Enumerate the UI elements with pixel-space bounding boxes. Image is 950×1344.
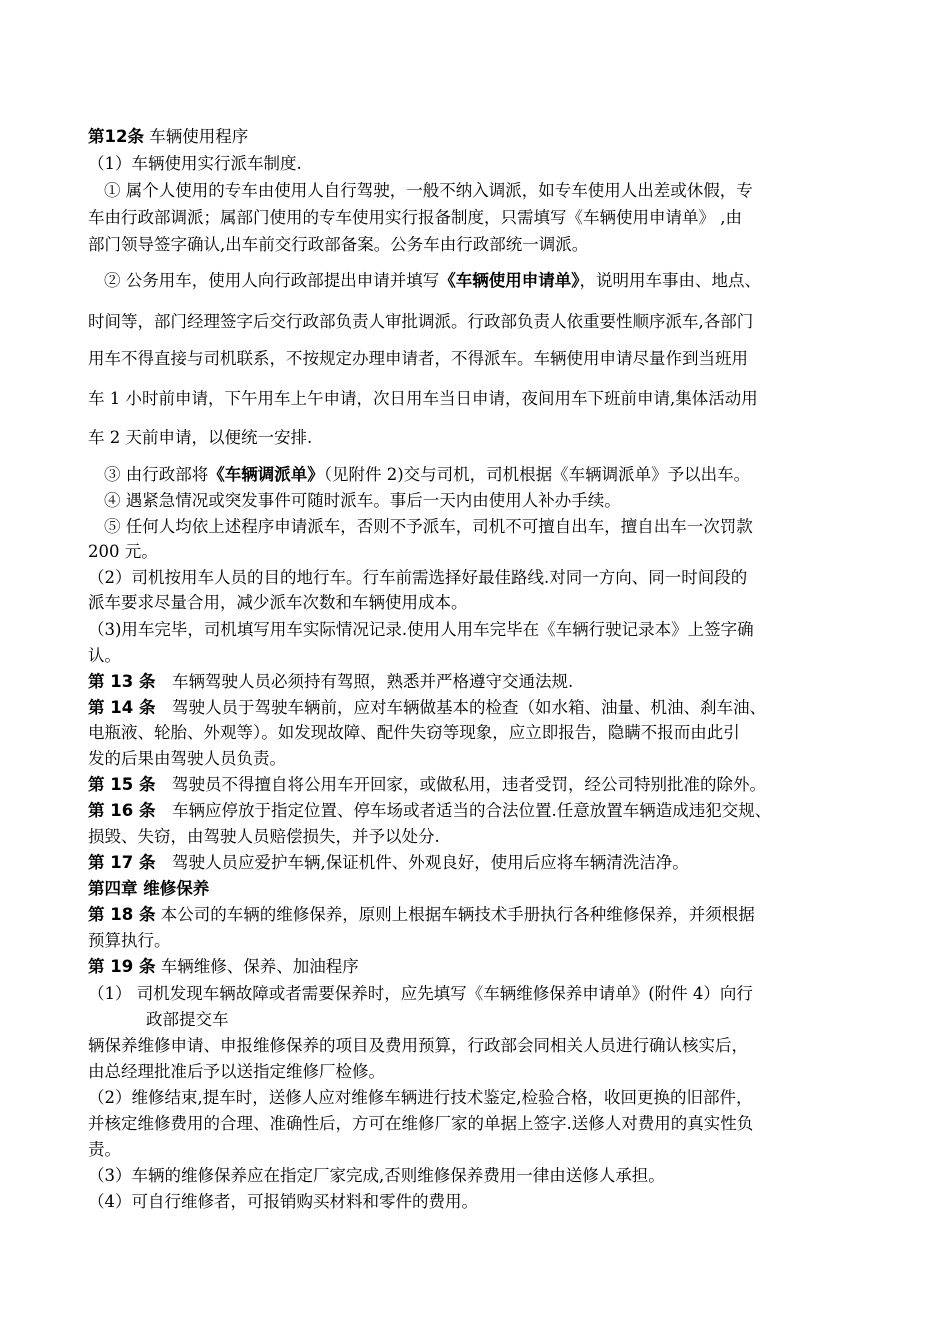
article-title: 车辆使用程序	[143, 127, 249, 146]
paragraph-line: 责。	[88, 1140, 121, 1159]
article-title: 车辆维修、保养、加油程序	[155, 957, 359, 976]
article-text: 驾驶人员应爱护车辆,保证机件、外观良好，使用后应将车辆清洗洁净。	[155, 853, 689, 872]
paragraph-line: 200 元。	[88, 542, 158, 561]
article-18	[88, 904, 755, 926]
paragraph-line: 辆保养维修申请、申报维修保养的项目及费用预算，行政部会同相关人员进行确认核实后，	[88, 1036, 748, 1055]
article-13	[88, 671, 573, 693]
paragraph-line: 损毁、失窃，由驾驶人员赔偿损失，并予以处分.	[88, 827, 440, 846]
article-14	[88, 697, 766, 719]
article-label: 第 19 条	[88, 957, 156, 976]
paragraph-line: 认。	[88, 646, 121, 665]
paragraph-line: （2）司机按用车人员的目的地行车。行车前需选择好最佳路线.对同一方向、同一时间段的	[88, 568, 748, 587]
form-name-bold: 《车辆调派单》	[208, 465, 324, 484]
article-label: 第 18 条	[88, 905, 156, 924]
article-label: 第12条	[88, 127, 144, 146]
article-label: 第 14 条	[88, 698, 156, 717]
article-19-heading	[88, 956, 359, 978]
text-run: ③ 由行政部将	[104, 465, 209, 484]
paragraph-line: （3)用车完毕，司机填写用车实际情况记录.使用人用车完毕在《车辆行驶记录本》上签字确	[88, 620, 754, 639]
article-label: 第 16 条	[88, 801, 156, 820]
paragraph-line: 由总经理批准后予以送指定维修厂检修。	[88, 1062, 385, 1081]
paragraph-line: 时间等，部门经理签字后交行政部负责人审批调派。行政部负责人依重要性顺序派车,各部门	[88, 312, 754, 331]
paragraph-line: （1）车辆使用实行派车制度.	[88, 154, 302, 173]
paragraph-line	[104, 464, 750, 486]
paragraph-line: 政部提交车	[146, 1010, 229, 1029]
paragraph-line: 发的后果由驾驶人员负责。	[88, 749, 286, 768]
article-15	[88, 774, 766, 796]
text-run: （见附件 2)交与司机，司机根据《车辆调派单》予以出车。	[323, 465, 751, 484]
paragraph-line: 车由行政部调派；属部门使用的专车使用实行报备制度，只需填写《车辆使用申请单》 ,由	[88, 208, 742, 227]
paragraph-line: 用车不得直接与司机联系，不按规定办理申请者，不得派车。车辆使用申请尽量作到当班用	[88, 349, 748, 368]
article-text: 驾驶员不得擅自将公用车开回家，或做私用，违者受罚，经公司特别批准的除外。	[155, 775, 766, 794]
chapter-heading: 第四章 维修保养	[88, 879, 210, 898]
paragraph-line: 车 2 天前申请，以便统一安排.	[88, 428, 313, 447]
form-name-bold: 《车辆使用申请单》	[439, 271, 580, 290]
article-16	[88, 800, 771, 822]
paragraph-line: （3）车辆的维修保养应在指定厂家完成,否则维修保养费用一律由送修人承担。	[88, 1166, 665, 1185]
text-run: ② 公务用车，使用人向行政部提出申请并填写	[104, 271, 440, 290]
paragraph-line: 电瓶液、轮胎、外观等）。如发现故障、配件失窃等现象，应立即报告，隐瞒不报而由此引	[88, 723, 740, 742]
article-text: 车辆应停放于指定位置、停车场或者适当的合法位置.任意放置车辆造成违犯交规、	[155, 801, 772, 820]
paragraph-line: 并核定维修费用的合理、准确性后，方可在维修厂家的单据上签字.送修人对费用的真实性负	[88, 1114, 754, 1133]
paragraph-line: 车 1 小时前申请，下午用车上午申请，次日用车当日申请，夜间用车下班前申请,集体活动用	[88, 389, 758, 408]
text-run: ，说明用车事由、地点、	[579, 271, 761, 290]
paragraph-line: （4）可自行维修者，可报销购买材料和零件的费用。	[88, 1192, 478, 1211]
paragraph-line: （1） 司机发现车辆故障或者需要保养时，应先填写《车辆维修保养申请单》(附件 4）向行	[88, 984, 753, 1003]
paragraph-line: 派车要求尽量合用，减少派车次数和车辆使用成本。	[88, 593, 468, 612]
paragraph-line: ① 属个人使用的专车由使用人自行驾驶，一般不纳入调派，如专车使用人出差或休假，专	[104, 181, 753, 200]
article-text: 本公司的车辆的维修保养，原则上根据车辆技术手册执行各种维修保养，并须根据	[155, 905, 755, 924]
paragraph-line: （2）维修结束,提车时，送修人应对维修车辆进行技术鉴定,检验合格，收回更换的旧部件，	[88, 1088, 753, 1107]
article-text: 车辆驾驶人员必须持有驾照，熟悉并严格遵守交通法规.	[155, 672, 574, 691]
article-label: 第 17 条	[88, 853, 156, 872]
paragraph-line: ⑤ 任何人均依上述程序申请派车，否则不予派车，司机不可擅自出车，擅自出车一次罚款	[104, 517, 753, 536]
article-17	[88, 852, 689, 874]
paragraph-line: ④ 遇紧急情况或突发事件可随时派车。事后一天内由使用人补办手续。	[104, 491, 621, 510]
paragraph-line: 部门领导签字确认,出车前交行政部备案。公务车由行政部统一调派。	[88, 235, 589, 254]
paragraph-line: 预算执行。	[88, 931, 171, 950]
article-12-heading	[88, 126, 248, 148]
article-label: 第 15 条	[88, 775, 156, 794]
article-text: 驾驶人员于驾驶车辆前，应对车辆做基本的检查（如水箱、油量、机油、刹车油、	[155, 698, 766, 717]
article-label: 第 13 条	[88, 672, 156, 691]
paragraph-line	[104, 270, 761, 292]
